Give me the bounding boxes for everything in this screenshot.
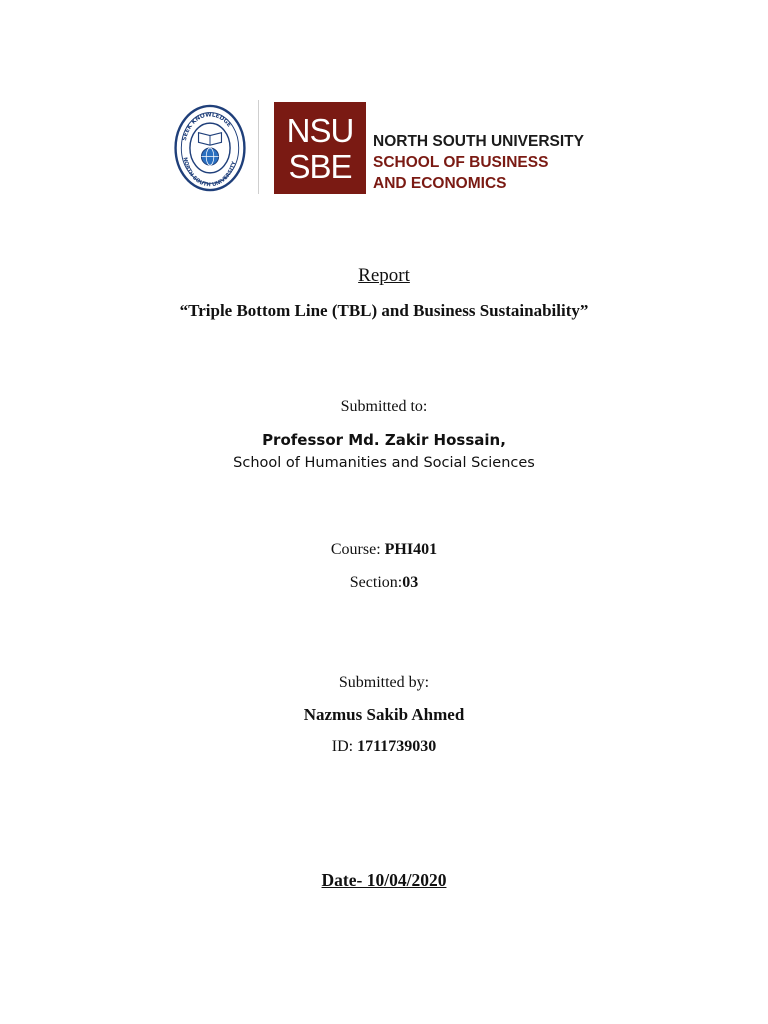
professor-department: School of Humanities and Social Sciences bbox=[233, 455, 535, 471]
report-title: “Triple Bottom Line (TBL) and Business Sustainability” bbox=[179, 301, 589, 320]
student-name: Nazmus Sakib Ahmed bbox=[303, 705, 465, 724]
id-value: 1711739030 bbox=[357, 738, 437, 755]
report-label: Report bbox=[358, 265, 410, 286]
submitted-to-label: Submitted to: bbox=[340, 398, 428, 415]
student-id-line bbox=[0, 738, 768, 756]
logo-line-sbe: SBE bbox=[288, 148, 352, 185]
course-line bbox=[0, 541, 768, 559]
logo-divider bbox=[258, 100, 259, 194]
school-name-line1: SCHOOL OF BUSINESS bbox=[373, 154, 549, 171]
school-name-line2: AND ECONOMICS bbox=[373, 175, 507, 192]
section-line bbox=[0, 574, 768, 592]
nsu-sbe-logo bbox=[274, 102, 366, 194]
svg-text:SEEK KNOWLEDGE: SEEK KNOWLEDGE bbox=[181, 112, 232, 142]
section-label: Section: bbox=[349, 574, 403, 591]
university-seal-logo bbox=[172, 104, 248, 192]
professor-name: Professor Md. Zakir Hossain, bbox=[262, 431, 506, 449]
course-value: PHI401 bbox=[384, 541, 438, 558]
course-label: Course: bbox=[330, 541, 385, 558]
logo-line-nsu: NSU bbox=[286, 112, 354, 149]
id-label: ID: bbox=[331, 738, 358, 755]
university-name: NORTH SOUTH UNIVERSITY bbox=[373, 133, 584, 150]
section-value: 03 bbox=[402, 574, 419, 591]
school-name-block bbox=[373, 131, 584, 194]
submission-date: Date- 10/04/2020 bbox=[321, 870, 447, 890]
submitted-by-label: Submitted by: bbox=[338, 674, 430, 691]
svg-text:NORTH SOUTH UNIVERSITY: NORTH SOUTH UNIVERSITY bbox=[181, 156, 238, 189]
